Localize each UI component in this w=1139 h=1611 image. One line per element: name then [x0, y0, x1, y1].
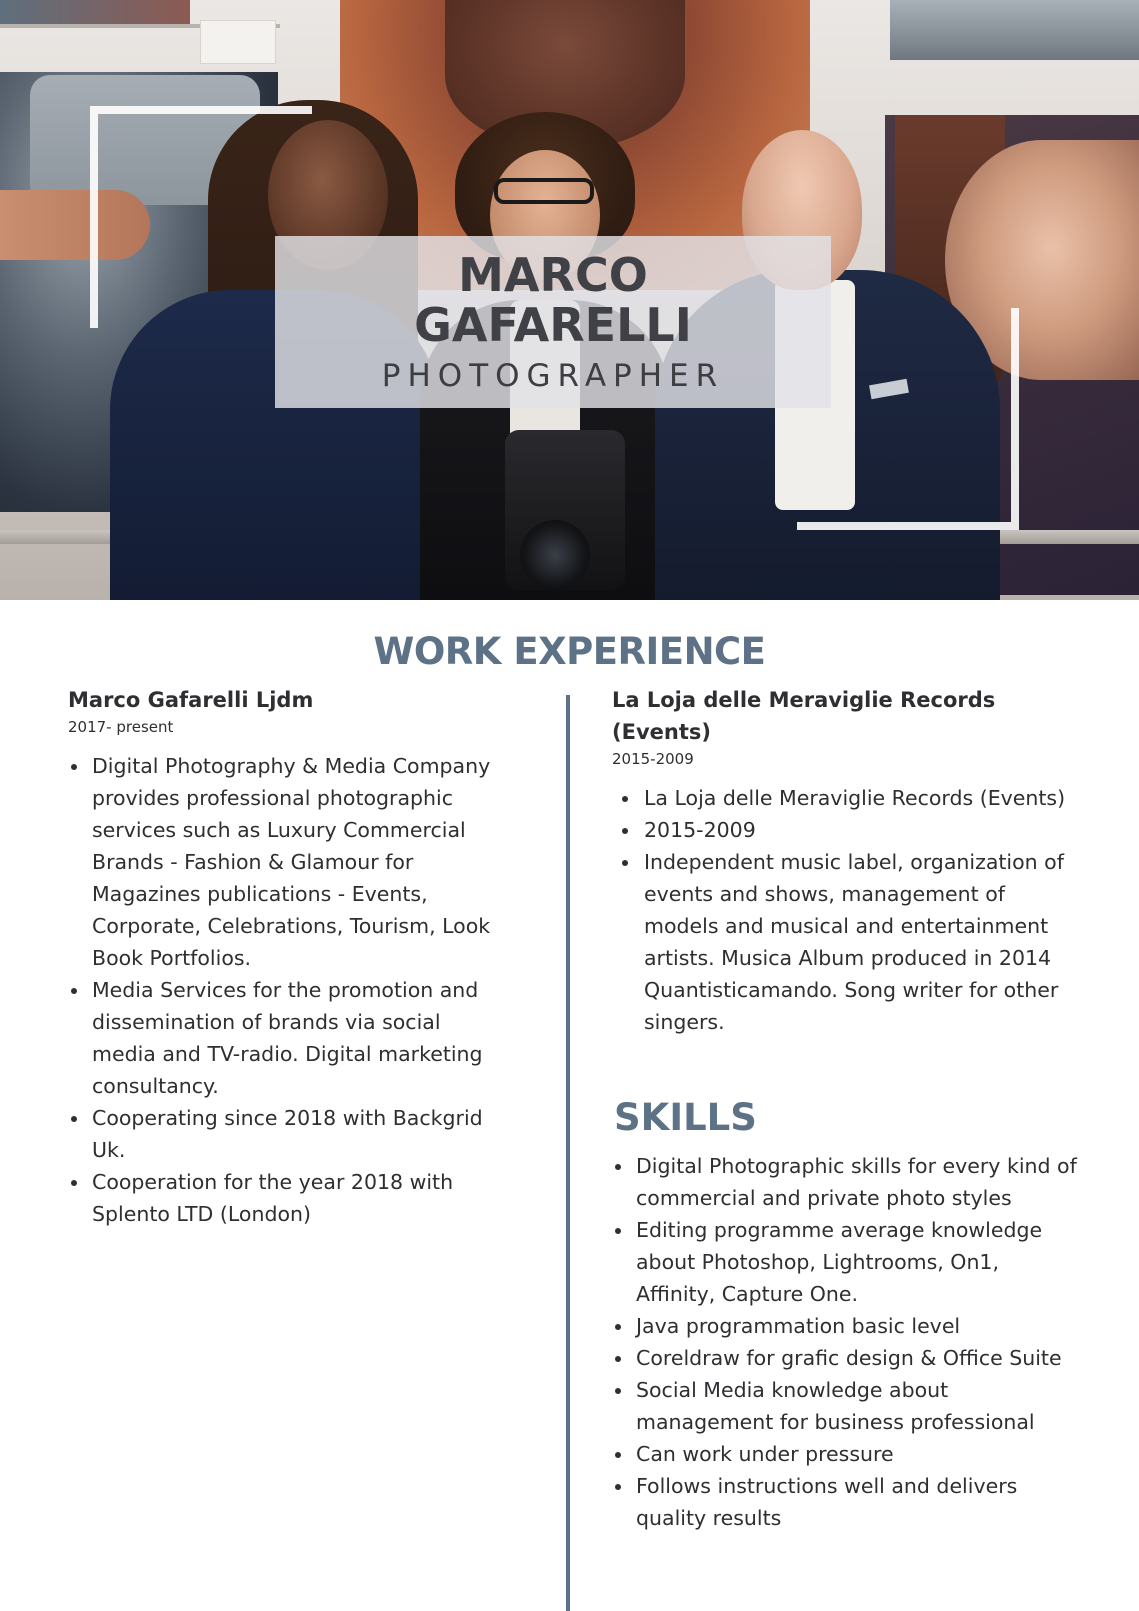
name-line-2: GAFARELLI [414, 298, 692, 352]
list-item: Follows instructions well and delivers quality results [612, 1470, 1082, 1534]
job-bullets [68, 750, 508, 1230]
name-line-1: MARCO [458, 248, 648, 302]
list-item: Independent music label, organization of events and shows, management of models and musical and entertainment artists. Musica Album produced in 2014 Quantisticamando. Song writer for other singers. [612, 846, 1082, 1038]
skills-list [612, 1150, 1082, 1534]
list-item: 2015-2009 [612, 814, 1082, 846]
list-item: Java programmation basic level [612, 1310, 1082, 1342]
list-item: Social Media knowledge about management for business professional [612, 1374, 1082, 1438]
list-item: La Loja delle Meraviglie Records (Events) [612, 782, 1082, 814]
background-photo-frame [0, 0, 190, 24]
glasses [494, 178, 594, 204]
role-title: PHOTOGRAPHER [381, 358, 725, 394]
job-dates: 2015-2009 [612, 750, 694, 768]
list-item: Cooperating since 2018 with Backgrid Uk. [68, 1102, 508, 1166]
camera-lens [520, 520, 590, 590]
list-item: Coreldraw for grafic design & Office Suite [612, 1342, 1082, 1374]
job-bullets [612, 782, 1082, 1038]
job-company: La Loja delle Meraviglie Records (Events) [612, 688, 996, 744]
gallery-note-card [200, 20, 276, 64]
work-experience-heading: WORK EXPERIENCE [373, 630, 766, 673]
list-item: Digital Photographic skills for every kind of commercial and private photo styles [612, 1150, 1082, 1214]
background-photo-frame [890, 0, 1139, 60]
list-item: Editing programme average knowledge about Photoshop, Lightrooms, On1, Affinity, Capture One. [612, 1214, 1082, 1310]
list-item: Digital Photography & Media Company provides professional photographic services such as Luxury Commercial Brands - Fashion & Glamour for Magazines publications - Events, Corporate, Celebrations, Tourism, Look Book Portfolios. [68, 750, 508, 974]
list-item: Media Services for the promotion and dissemination of brands via social media and TV-radio. Digital marketing consultancy. [68, 974, 508, 1102]
list-item: Can work under pressure [612, 1438, 1082, 1470]
job-company: Marco Gafarelli Ljdm [68, 688, 314, 712]
job-entry-2 [612, 684, 1082, 1038]
job-dates: 2017- present [68, 718, 174, 736]
title-card [275, 236, 831, 408]
skills-heading: SKILLS [614, 1096, 757, 1139]
column-divider [566, 695, 570, 1611]
list-item: Cooperation for the year 2018 with Splento LTD (London) [68, 1166, 508, 1230]
job-entry-1 [68, 684, 508, 1230]
